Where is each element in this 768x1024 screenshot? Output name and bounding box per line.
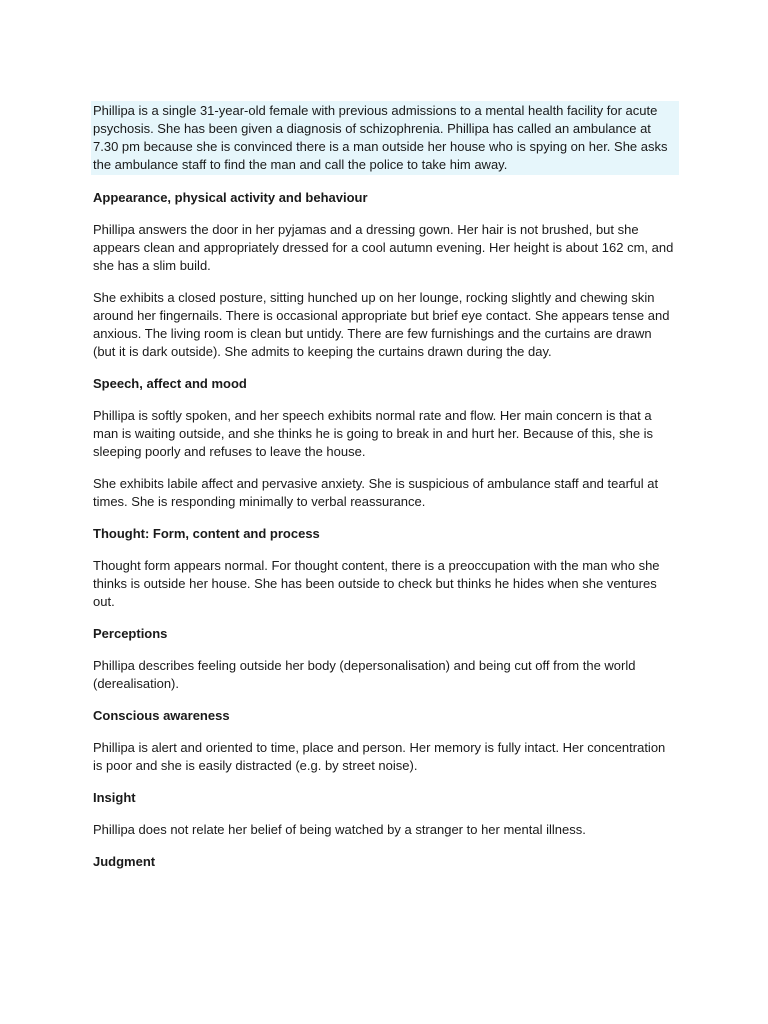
section-heading: Perceptions xyxy=(93,626,168,641)
section-conscious-awareness xyxy=(93,707,677,775)
section-paragraph: Phillipa is softly spoken, and her speech exhibits normal rate and flow. Her main concern is that a man is waiting outside, and she thinks he is going to break in and hurt her. Because of this, she is sleeping poorly and refuses to leave the house. xyxy=(93,408,654,459)
section-heading: Thought: Form, content and process xyxy=(93,526,320,541)
section-insight xyxy=(93,789,677,839)
section-thought xyxy=(93,525,677,611)
section-heading: Insight xyxy=(93,790,136,805)
section-paragraph: Phillipa is alert and oriented to time, place and person. Her memory is fully intact. Her concentration is poor and she is easily distracted (e.g. by street noise). xyxy=(93,740,666,773)
section-heading: Conscious awareness xyxy=(93,708,230,723)
highlighted-intro-paragraph: Phillipa is a single 31-year-old female with previous admissions to a mental health facility for acute psychosis. She has been given a diagnosis of schizophrenia. Phillipa has called an ambulance at 7.30 pm because she is convinced there is a man outside her house who is spying on her. She asks the ambulance staff to find the man and call the police to take him away. xyxy=(91,101,679,175)
section-paragraph: Phillipa does not relate her belief of being watched by a stranger to her mental illness. xyxy=(93,822,586,837)
section-appearance xyxy=(93,189,677,361)
section-perceptions xyxy=(93,625,677,693)
section-judgment xyxy=(93,853,677,871)
section-speech xyxy=(93,375,677,511)
section-paragraph: Phillipa answers the door in her pyjamas and a dressing gown. Her hair is not brushed, but she appears clean and appropriately dressed for a cool autumn evening. Her height is about 162 cm, and she has a slim build. xyxy=(93,222,674,273)
section-heading: Appearance, physical activity and behaviour xyxy=(93,190,368,205)
section-heading: Judgment xyxy=(93,854,156,869)
section-heading: Speech, affect and mood xyxy=(93,376,247,391)
document-page xyxy=(93,101,677,871)
section-paragraph: She exhibits labile affect and pervasive anxiety. She is suspicious of ambulance staff and tearful at times. She is responding minimally to verbal reassurance. xyxy=(93,476,659,509)
section-paragraph: Thought form appears normal. For thought content, there is a preoccupation with the man who she thinks is outside her house. She has been outside to check but thinks he hides when she ventures out. xyxy=(93,558,660,609)
section-paragraph: Phillipa describes feeling outside her body (depersonalisation) and being cut off from the world (derealisation). xyxy=(93,658,636,691)
section-paragraph: She exhibits a closed posture, sitting hunched up on her lounge, rocking slightly and chewing skin around her fingernails. There is occasional appropriate but brief eye contact. She appears tense and anxious. The living room is clean but untidy. There are few furnishings and the curtains are drawn (but it is dark outside). She admits to keeping the curtains drawn during the day. xyxy=(93,290,670,359)
